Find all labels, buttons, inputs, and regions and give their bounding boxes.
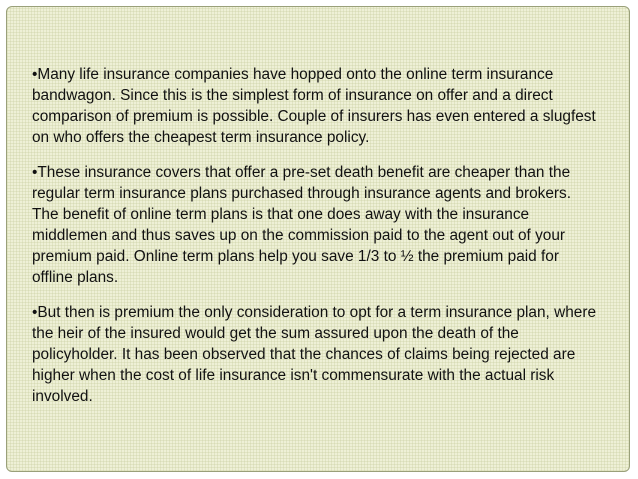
- paragraph-cheaper-covers: •These insurance covers that offer a pre-set death benefit are cheaper than the regular term insurance plans purchased through insurance agents and brokers. The benefit of online term plans is that one does away with the insurance middlemen and thus saves up on the commission paid to the agent out of your premium paid. Online term plans help you save 1/3 to ½ the premium paid for offline plans.: [32, 164, 571, 286]
- paragraph-online-term-bandwagon: •Many life insurance companies have hopped onto the online term insurance bandwagon. Since this is the simplest form of insurance on offer and a direct comparison of premium is possible. Couple of insurers has even entered a slugfest on who offers the cheapest term insurance policy.: [32, 66, 596, 146]
- paragraph-premium-consideration: •But then is premium the only consideration to opt for a term insurance plan, where the heir of the insured would get the sum assured upon the death of the policyholder. It has been observed that the chances of claims being rejected are higher when the cost of life insurance isn't commensurate with the actual risk involved.: [32, 304, 597, 405]
- slide-body: [32, 64, 600, 421]
